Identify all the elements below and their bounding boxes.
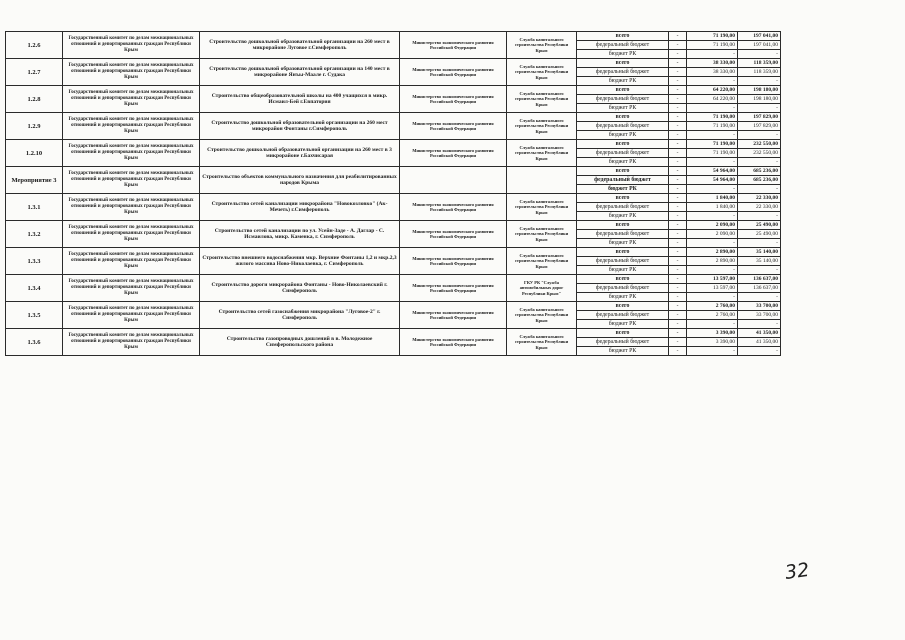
value-col-3: 118 359,00 (738, 59, 781, 68)
table-row (6, 167, 781, 176)
value-col-2: 2 090,00 (687, 221, 738, 230)
funding-source: всего (577, 302, 669, 311)
funding-source: всего (577, 248, 669, 257)
value-col-1: - (669, 167, 687, 176)
value-col-2: 71 190,00 (687, 32, 738, 41)
executor-org: Служба капитального строительства Республики Крым (507, 194, 577, 221)
value-col-1: - (669, 50, 687, 59)
responsible-org: Государственный комитет по делам межнациональных отношений и депортированных граждан Республики Крым (63, 140, 200, 167)
funding-source: всего (577, 59, 669, 68)
funding-source: всего (577, 32, 669, 41)
item-number: 1.3.3 (6, 248, 63, 275)
value-col-3: 25 490,00 (738, 221, 781, 230)
project-name: Строительство объектов коммунального назначения для реабилитированных народов Крыма (200, 167, 400, 194)
table-row (6, 194, 781, 203)
customer-org: Министерство экономического развития Российской Федерации (400, 59, 507, 86)
responsible-org: Государственный комитет по делам межнациональных отношений и депортированных граждан Республики Крым (63, 329, 200, 356)
table-row (6, 113, 781, 122)
funding-source: всего (577, 140, 669, 149)
value-col-1: - (669, 302, 687, 311)
value-col-3: 25 490,00 (738, 230, 781, 239)
value-col-3: - (738, 77, 781, 86)
value-col-1: - (669, 221, 687, 230)
item-number: 1.3.2 (6, 221, 63, 248)
project-name: Строительство дошкольной образовательной организации на 260 мест в микрорайоне Луговое г.Симферополь (200, 32, 400, 59)
value-col-3: 198 180,00 (738, 86, 781, 95)
value-col-1: - (669, 77, 687, 86)
table-row (6, 59, 781, 68)
value-col-3: 197 829,00 (738, 122, 781, 131)
executor-org: Служба капитального строительства Республики Крым (507, 140, 577, 167)
funding-source: всего (577, 329, 669, 338)
item-number: Мероприятие 3 (6, 167, 63, 194)
budget-table (5, 31, 781, 356)
value-col-3: 22 330,00 (738, 194, 781, 203)
value-col-2: 2 090,00 (687, 230, 738, 239)
table-row (6, 248, 781, 257)
value-col-2: 2 760,00 (687, 302, 738, 311)
funding-source: федеральный бюджет (577, 41, 669, 50)
project-name: Строительство сетей канализации по ул. Усейн-Заде - А. Даглар - С. Исмаилова, микр. Каменка, г. Симферополь (200, 221, 400, 248)
value-col-3: - (738, 158, 781, 167)
table-row (6, 140, 781, 149)
funding-source: бюджет РК (577, 77, 669, 86)
table-row (6, 275, 781, 284)
funding-source: федеральный бюджет (577, 203, 669, 212)
funding-source: бюджет РК (577, 212, 669, 221)
item-number: 1.2.7 (6, 59, 63, 86)
value-col-2: 2 890,00 (687, 248, 738, 257)
responsible-org: Государственный комитет по делам межнациональных отношений и депортированных граждан Республики Крым (63, 59, 200, 86)
value-col-1: - (669, 248, 687, 257)
value-col-2: - (687, 158, 738, 167)
customer-org: Министерство экономического развития Российской Федерации (400, 302, 507, 329)
responsible-org: Государственный комитет по делам межнациональных отношений и депортированных граждан Республики Крым (63, 302, 200, 329)
value-col-2: 71 190,00 (687, 113, 738, 122)
value-col-3: 22 330,00 (738, 203, 781, 212)
funding-source: федеральный бюджет (577, 122, 669, 131)
project-name: Строительство сетей канализации микрорайона "Новокозловко" (Ак-Мечеть) г.Симферополь (200, 194, 400, 221)
value-col-1: - (669, 158, 687, 167)
value-col-2: 13 597,00 (687, 275, 738, 284)
executor-org: Служба капитального строительства Республики Крым (507, 302, 577, 329)
value-col-3: - (738, 320, 781, 329)
funding-source: бюджет РК (577, 158, 669, 167)
item-number: 1.3.1 (6, 194, 63, 221)
responsible-org: Государственный комитет по делам межнациональных отношений и депортированных граждан Республики Крым (63, 113, 200, 140)
value-col-3: - (738, 212, 781, 221)
value-col-2: 2 760,00 (687, 311, 738, 320)
value-col-3: 232 550,00 (738, 149, 781, 158)
value-col-1: - (669, 32, 687, 41)
value-col-1: - (669, 329, 687, 338)
funding-source: всего (577, 275, 669, 284)
executor-org: Служба капитального строительства Республики Крым (507, 113, 577, 140)
responsible-org: Государственный комитет по делам межнациональных отношений и депортированных граждан Республики Крым (63, 32, 200, 59)
customer-org: Министерство экономического развития Российской Федерации (400, 32, 507, 59)
item-number: 1.2.10 (6, 140, 63, 167)
executor-org: Служба капитального строительства Республики Крым (507, 59, 577, 86)
value-col-2: 3 390,00 (687, 329, 738, 338)
customer-org: Министерство экономического развития Российской Федерации (400, 140, 507, 167)
funding-source: бюджет РК (577, 131, 669, 140)
funding-source: бюджет РК (577, 104, 669, 113)
value-col-3: - (738, 239, 781, 248)
value-col-1: - (669, 266, 687, 275)
budget-table-body (6, 32, 781, 356)
executor-org: Служба капитального строительства Республики Крым (507, 248, 577, 275)
value-col-3: 197 041,00 (738, 32, 781, 41)
item-number: 1.3.4 (6, 275, 63, 302)
funding-source: бюджет РК (577, 239, 669, 248)
value-col-1: - (669, 41, 687, 50)
executor-org: Служба капитального строительства Республики Крым (507, 329, 577, 356)
value-col-2: - (687, 320, 738, 329)
responsible-org: Государственный комитет по делам межнациональных отношений и депортированных граждан Республики Крым (63, 86, 200, 113)
value-col-3: - (738, 266, 781, 275)
value-col-3: - (738, 347, 781, 356)
value-col-2: 54 964,00 (687, 167, 738, 176)
value-col-1: - (669, 95, 687, 104)
value-col-3: 685 236,00 (738, 176, 781, 185)
funding-source: всего (577, 86, 669, 95)
value-col-1: - (669, 338, 687, 347)
value-col-2: - (687, 212, 738, 221)
project-name: Строительство газопроводных дошлений в в. Молодежное Симферопольского района (200, 329, 400, 356)
value-col-2: 1 840,00 (687, 194, 738, 203)
customer-org: Министерство экономического развития Российской Федерации (400, 194, 507, 221)
value-col-2: 71 190,00 (687, 122, 738, 131)
value-col-1: - (669, 347, 687, 356)
funding-source: федеральный бюджет (577, 95, 669, 104)
value-col-2: 71 190,00 (687, 140, 738, 149)
funding-source: бюджет РК (577, 293, 669, 302)
customer-org: Министерство экономического развития Российской Федерации (400, 248, 507, 275)
funding-source: всего (577, 113, 669, 122)
value-col-1: - (669, 275, 687, 284)
value-col-2: 1 840,00 (687, 203, 738, 212)
value-col-2: - (687, 239, 738, 248)
executor-org: ГКУ РК "Служба автомобильных дорог Республики Крым" (507, 275, 577, 302)
value-col-2: - (687, 50, 738, 59)
value-col-3: 136 637,00 (738, 275, 781, 284)
item-number: 1.3.6 (6, 329, 63, 356)
value-col-3: 35 140,00 (738, 257, 781, 266)
value-col-2: - (687, 185, 738, 194)
responsible-org: Государственный комитет по делам межнациональных отношений и депортированных граждан Республики Крым (63, 167, 200, 194)
responsible-org: Государственный комитет по делам межнациональных отношений и депортированных граждан Республики Крым (63, 221, 200, 248)
value-col-2: - (687, 104, 738, 113)
value-col-2: 3 390,00 (687, 338, 738, 347)
funding-source: всего (577, 221, 669, 230)
value-col-3: 35 140,00 (738, 248, 781, 257)
value-col-1: - (669, 149, 687, 158)
value-col-3: 136 637,00 (738, 284, 781, 293)
value-col-2: 13 597,00 (687, 284, 738, 293)
value-col-1: - (669, 86, 687, 95)
value-col-1: - (669, 239, 687, 248)
value-col-1: - (669, 140, 687, 149)
value-col-3: 197 041,00 (738, 41, 781, 50)
funding-source: бюджет РК (577, 50, 669, 59)
value-col-3: - (738, 104, 781, 113)
value-col-1: - (669, 113, 687, 122)
value-col-3: 118 359,00 (738, 68, 781, 77)
funding-source: федеральный бюджет (577, 284, 669, 293)
value-col-1: - (669, 122, 687, 131)
value-col-3: - (738, 50, 781, 59)
value-col-2: 54 964,00 (687, 176, 738, 185)
table-row (6, 221, 781, 230)
value-col-2: - (687, 266, 738, 275)
funding-source: бюджет РК (577, 266, 669, 275)
responsible-org: Государственный комитет по делам межнациональных отношений и депортированных граждан Республики Крым (63, 275, 200, 302)
value-col-2: 38 330,00 (687, 59, 738, 68)
executor-org: Служба капитального строительства Республики Крым (507, 86, 577, 113)
value-col-3: 33 700,00 (738, 302, 781, 311)
item-number: 1.3.5 (6, 302, 63, 329)
customer-org: Министерство экономического развития Российской Федерации (400, 86, 507, 113)
value-col-3: - (738, 185, 781, 194)
project-name: Строительство дошкольной образовательной организации на 260 мест в 3 микрорайоне г.Бахчисарая (200, 140, 400, 167)
funding-source: бюджет РК (577, 347, 669, 356)
value-col-2: - (687, 347, 738, 356)
value-col-2: 64 220,00 (687, 95, 738, 104)
funding-source: федеральный бюджет (577, 68, 669, 77)
value-col-3: 41 350,00 (738, 338, 781, 347)
value-col-3: 41 350,00 (738, 329, 781, 338)
value-col-2: - (687, 77, 738, 86)
funding-source: федеральный бюджет (577, 230, 669, 239)
project-name: Строительство общеобразовательной школы на 400 учащихся в микр. Исмаил-Бей г.Евпатория (200, 86, 400, 113)
value-col-1: - (669, 311, 687, 320)
value-col-1: - (669, 104, 687, 113)
funding-source: федеральный бюджет (577, 311, 669, 320)
value-col-2: 38 330,00 (687, 68, 738, 77)
item-number: 1.2.9 (6, 113, 63, 140)
value-col-2: 64 220,00 (687, 86, 738, 95)
value-col-1: - (669, 257, 687, 266)
value-col-3: 685 236,00 (738, 167, 781, 176)
project-name: Строительство сетей газоснабжения микрорайона "Луговое-2" г. Симферополь (200, 302, 400, 329)
executor-org (507, 167, 577, 194)
customer-org: Министерство экономического развития Российской Федерации (400, 113, 507, 140)
customer-org (400, 167, 507, 194)
value-col-2: - (687, 293, 738, 302)
funding-source: бюджет РК (577, 320, 669, 329)
value-col-2: 2 890,00 (687, 257, 738, 266)
value-col-3: - (738, 293, 781, 302)
value-col-2: 71 190,00 (687, 149, 738, 158)
funding-source: федеральный бюджет (577, 338, 669, 347)
responsible-org: Государственный комитет по делам межнациональных отношений и депортированных граждан Республики Крым (63, 194, 200, 221)
table-row (6, 329, 781, 338)
funding-source: федеральный бюджет (577, 257, 669, 266)
value-col-3: 232 550,00 (738, 140, 781, 149)
value-col-1: - (669, 194, 687, 203)
value-col-1: - (669, 176, 687, 185)
item-number: 1.2.8 (6, 86, 63, 113)
value-col-1: - (669, 131, 687, 140)
page-number: 32 (783, 558, 811, 584)
value-col-1: - (669, 185, 687, 194)
value-col-1: - (669, 293, 687, 302)
table-row (6, 32, 781, 41)
funding-source: федеральный бюджет (577, 149, 669, 158)
value-col-3: 33 700,00 (738, 311, 781, 320)
value-col-3: 198 180,00 (738, 95, 781, 104)
value-col-1: - (669, 68, 687, 77)
responsible-org: Государственный комитет по делам межнациональных отношений и депортированных граждан Республики Крым (63, 248, 200, 275)
value-col-3: - (738, 131, 781, 140)
executor-org: Служба капитального строительства Республики Крым (507, 32, 577, 59)
project-name: Строительство дошкольной образовательной организации на 140 мест в микрорайоне Янъы-Маале г. Судака (200, 59, 400, 86)
value-col-1: - (669, 59, 687, 68)
value-col-1: - (669, 284, 687, 293)
value-col-1: - (669, 320, 687, 329)
customer-org: Министерство экономического развития Российской Федерации (400, 221, 507, 248)
funding-source: федеральный бюджет (577, 176, 669, 185)
table-row (6, 86, 781, 95)
value-col-3: 197 829,00 (738, 113, 781, 122)
project-name: Строительство дошкольной образовательной организации на 260 мест микрорайон Фонтаны г.Симферополь (200, 113, 400, 140)
customer-org: Министерство экономического развития Российской Федерации (400, 275, 507, 302)
executor-org: Служба капитального строительства Республики Крым (507, 221, 577, 248)
project-name: Строительство внешнего водоснабжения мкр. Верхние Фонтаны 1,2 и мкр.2,3 жилого массива Ново-Николаевка, г. Симферополь (200, 248, 400, 275)
value-col-2: 71 190,00 (687, 41, 738, 50)
value-col-1: - (669, 212, 687, 221)
project-name: Строительство дороги микрорайона Фонтаны - Ново-Николаевский г. Симферополь (200, 275, 400, 302)
funding-source: всего (577, 194, 669, 203)
customer-org: Министерство экономического развития Российской Федерации (400, 329, 507, 356)
funding-source: бюджет РК (577, 185, 669, 194)
funding-source: всего (577, 167, 669, 176)
value-col-1: - (669, 230, 687, 239)
table-row (6, 302, 781, 311)
value-col-1: - (669, 203, 687, 212)
value-col-2: - (687, 131, 738, 140)
item-number: 1.2.6 (6, 32, 63, 59)
